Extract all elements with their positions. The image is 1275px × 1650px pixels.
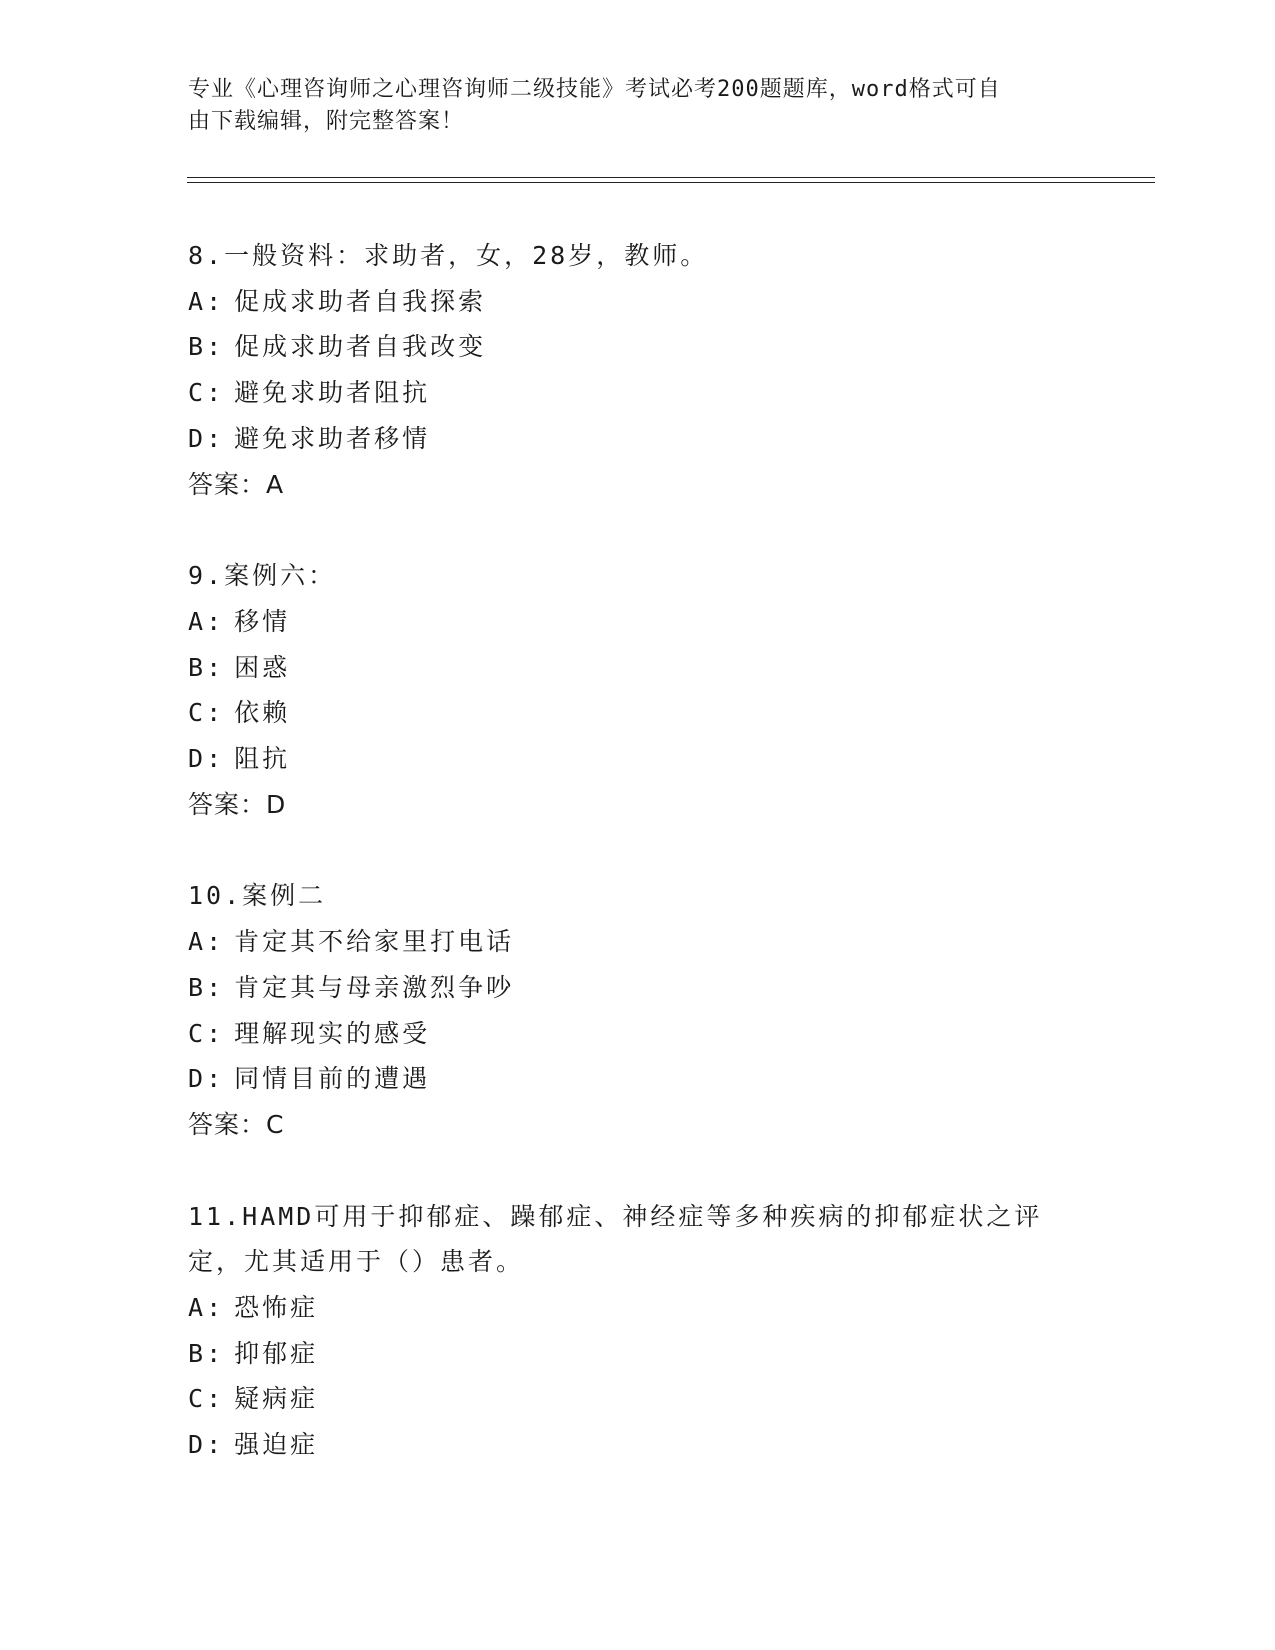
option-separator: : <box>206 332 225 362</box>
answer-line: 答案：D <box>188 789 287 819</box>
option-letter: A <box>188 286 207 316</box>
question-stem: 10.案例二 <box>188 881 327 911</box>
option-separator: : <box>206 423 225 453</box>
option-letter: B <box>188 652 207 682</box>
option-c <box>188 370 1088 416</box>
option-text: 疑病症 <box>234 1384 319 1414</box>
option-separator: : <box>206 652 225 682</box>
option-letter: C <box>188 378 207 408</box>
option-letter: D <box>188 1064 207 1094</box>
option-separator: : <box>206 1018 225 1048</box>
option-letter: D <box>188 744 207 774</box>
option-separator: : <box>206 1384 225 1414</box>
header-line-1: 专业《心理咨询师之心理咨询师二级技能》考试必考200题题库，word格式可自 <box>188 77 1001 102</box>
option-a <box>188 1285 1088 1331</box>
option-separator: : <box>206 1338 225 1368</box>
option-text: 强迫症 <box>234 1430 319 1460</box>
option-separator: : <box>206 286 225 316</box>
option-separator: : <box>206 972 225 1002</box>
question-item <box>188 873 1088 1147</box>
option-separator: : <box>206 744 225 774</box>
document-header <box>188 74 1078 138</box>
option-d <box>188 1422 1088 1468</box>
option-text: 肯定其不给家里打电话 <box>234 927 515 957</box>
question-item <box>188 1194 1088 1468</box>
option-letter: A <box>188 606 207 636</box>
option-letter: B <box>188 972 207 1002</box>
question-stem: 11.HAMD可用于抑郁症、躁郁症、神经症等多种疾病的抑郁症状之评定，尤其适用于（）患者。 <box>188 1201 1043 1277</box>
option-letter: C <box>188 1384 207 1414</box>
question-stem: 8.一般资料：求助者，女，28岁，教师。 <box>188 241 709 270</box>
option-letter: C <box>188 698 207 728</box>
header-line-2: 由下载编辑，附完整答案！ <box>188 109 465 134</box>
option-letter: A <box>188 1293 207 1323</box>
answer-line: 答案：C <box>188 1109 285 1139</box>
option-letter: D <box>188 1430 207 1460</box>
option-letter: D <box>188 423 207 453</box>
option-text: 恐怖症 <box>234 1293 319 1323</box>
option-d <box>188 1056 1088 1102</box>
option-text: 肯定其与母亲激烈争吵 <box>234 972 515 1002</box>
question-list <box>188 233 1088 1514</box>
option-text: 阻抗 <box>234 744 291 774</box>
option-b <box>188 324 1088 370</box>
option-separator: : <box>206 698 225 728</box>
option-text: 促成求助者自我探索 <box>234 286 487 316</box>
option-text: 避免求助者移情 <box>234 423 431 453</box>
option-letter: B <box>188 1338 207 1368</box>
option-c <box>188 1376 1088 1422</box>
option-separator: : <box>206 378 225 408</box>
header-divider-top <box>187 177 1155 178</box>
option-a <box>188 599 1088 645</box>
option-text: 同情目前的遭遇 <box>234 1064 431 1094</box>
option-b <box>188 965 1088 1011</box>
option-text: 抑郁症 <box>234 1338 319 1368</box>
option-b <box>188 1331 1088 1377</box>
option-b <box>188 645 1088 691</box>
question-stem: 9.案例六： <box>188 561 337 591</box>
option-d <box>188 416 1088 462</box>
question-item <box>188 233 1088 507</box>
option-text: 困惑 <box>234 652 291 682</box>
option-text: 避免求助者阻抗 <box>234 378 431 408</box>
answer-line: 答案：A <box>188 469 285 499</box>
option-separator: : <box>206 927 225 957</box>
option-separator: : <box>206 1430 225 1460</box>
option-separator: : <box>206 1293 225 1323</box>
option-text: 促成求助者自我改变 <box>234 332 487 362</box>
question-item <box>188 553 1088 827</box>
option-c <box>188 690 1088 736</box>
option-text: 依赖 <box>234 698 291 728</box>
option-a <box>188 919 1088 965</box>
option-d <box>188 736 1088 782</box>
header-divider-bottom <box>187 182 1155 183</box>
option-a <box>188 279 1088 325</box>
option-separator: : <box>206 1064 225 1094</box>
option-c <box>188 1011 1088 1057</box>
option-separator: : <box>206 606 225 636</box>
option-text: 理解现实的感受 <box>234 1018 431 1048</box>
option-letter: C <box>188 1018 207 1048</box>
option-letter: B <box>188 332 207 362</box>
option-letter: A <box>188 927 207 957</box>
option-text: 移情 <box>234 606 291 636</box>
